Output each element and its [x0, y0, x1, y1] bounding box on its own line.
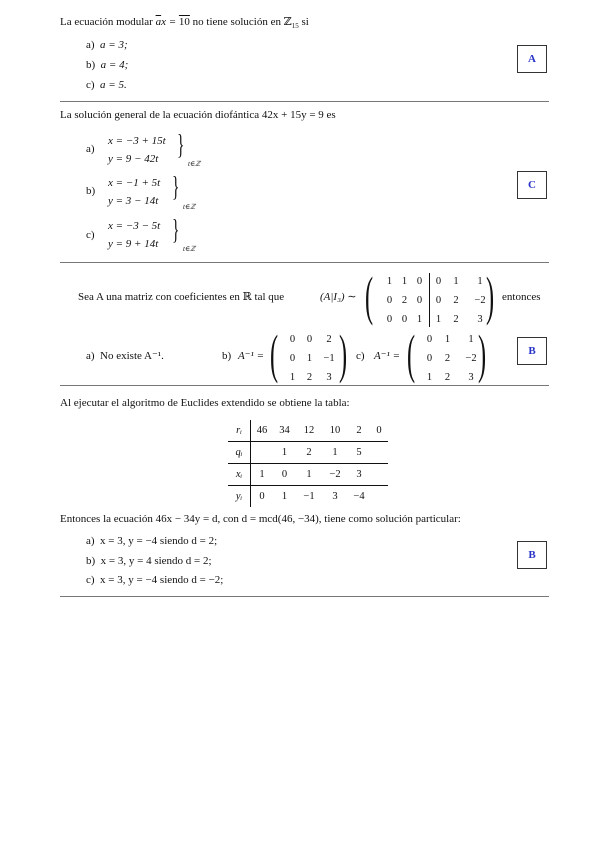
- q4-option-c: [86, 575, 223, 586]
- q3-option-c-label: c): [356, 350, 365, 362]
- right-paren-icon: ): [478, 324, 487, 384]
- q1-option-b: [86, 60, 128, 71]
- matrix-cell: 0: [401, 314, 408, 325]
- q1-option-a: [86, 40, 128, 51]
- table-cell: 0: [273, 464, 296, 486]
- q3-option-a: [86, 351, 164, 362]
- q3-aug-left-matrix: [382, 272, 427, 329]
- q3-option-b-lhs: A⁻¹ =: [238, 350, 264, 362]
- table-cell: −4: [353, 491, 365, 502]
- q1-option-a-label: a): [86, 39, 95, 51]
- q4-stem2: Entonces la ecuación 46x − 34y = d, con d = mcd(46, −34), tiene como solución particular:: [60, 513, 461, 525]
- table-cell: 1: [281, 491, 288, 502]
- right-brace-icon: }: [177, 130, 185, 161]
- q1-option-c-text: a = 5.: [100, 79, 127, 91]
- matrix-cell: 1: [426, 372, 433, 383]
- q4-option-b: [86, 556, 212, 567]
- q2-option-b-line1: x = −1 + 5t: [108, 177, 161, 189]
- table-cell: [251, 442, 274, 464]
- matrix-cell: −1: [323, 353, 335, 364]
- table-cell: 46: [251, 420, 274, 442]
- matrix-cell: 0: [386, 295, 393, 306]
- q2-stem: La solución general de la ecuación diofántica 42x + 15y = 9 es: [60, 109, 336, 121]
- matrix-cell: 2: [453, 295, 459, 306]
- matrix-cell: 0: [435, 295, 442, 306]
- q3-option-b-label: b): [222, 350, 232, 362]
- q4-option-c-label: c): [86, 574, 95, 586]
- q2-option-b-sub: t∈ℤ: [183, 203, 196, 211]
- q4-option-b-text: x = 3, y = 4 siendo d = 2;: [100, 555, 212, 567]
- q1-eq-rhs: 10: [178, 16, 190, 28]
- q3-entonces: entonces: [502, 291, 541, 303]
- q2-option-c-label: c): [86, 229, 95, 241]
- table-cell: 1: [296, 464, 322, 486]
- q4-option-a-text: x = 3, y = −4 siendo d = 2;: [100, 535, 218, 547]
- table-cell: [370, 464, 388, 486]
- q1-ring: ℤ: [283, 16, 292, 28]
- q3-answer: B: [528, 345, 536, 357]
- matrix-cell: 2: [306, 372, 313, 383]
- matrix-cell: 3: [477, 314, 483, 325]
- matrix-cell: 1: [289, 372, 296, 383]
- q3-aug-right-matrix: [431, 272, 494, 329]
- matrix-cell: 1: [435, 314, 442, 325]
- euclid-table: [228, 420, 388, 507]
- q1-tail: no tiene solución en: [189, 16, 284, 28]
- q1-answer-box[interactable]: [517, 45, 547, 73]
- q4-answer: B: [528, 549, 536, 561]
- q2-option-a-label: a): [86, 143, 95, 155]
- q4-answer-box[interactable]: [517, 541, 547, 569]
- q3-answer-box[interactable]: [517, 337, 547, 365]
- q3-stem: Sea A una matriz con coeficientes en ℝ tal que: [78, 291, 285, 303]
- right-brace-icon: }: [172, 172, 180, 203]
- matrix-cell: 1: [468, 334, 474, 345]
- right-paren-icon: ): [339, 324, 348, 384]
- table-row: [228, 464, 388, 486]
- matrix-cell: 0: [435, 276, 442, 287]
- q3-aug-label: (A|I₃) ∼: [320, 291, 357, 303]
- matrix-cell: 0: [306, 334, 313, 345]
- right-paren-icon: ): [486, 266, 495, 326]
- matrix-cell: 0: [289, 353, 296, 364]
- matrix-cell: 1: [477, 276, 483, 287]
- table-row: [228, 442, 388, 464]
- row-label: yᵢ: [228, 486, 251, 508]
- table-cell: [370, 442, 388, 464]
- matrix-cell: 0: [426, 353, 433, 364]
- q3-option-a-text: No existe A⁻¹.: [100, 350, 164, 362]
- table-cell: 2: [348, 420, 370, 442]
- row-label: xᵢ: [228, 464, 251, 486]
- row-label: rᵢ: [228, 420, 251, 442]
- q4-stem: Al ejecutar el algoritmo de Euclides extendido se obtiene la tabla:: [60, 397, 350, 409]
- q1-eq-a: $\overline{a}$: [155, 16, 162, 28]
- matrix-cell: 2: [444, 353, 451, 364]
- q1-answer: A: [528, 53, 536, 65]
- q1-option-b-label: b): [86, 59, 96, 71]
- table-cell: 0: [370, 420, 388, 442]
- matrix-cell: 0: [416, 295, 423, 306]
- divider: [60, 101, 549, 102]
- q4-option-b-label: b): [86, 555, 96, 567]
- q3-option-b-matrix: [284, 330, 340, 387]
- augment-bar: [429, 273, 430, 327]
- q2-option-a-line2: y = 9 − 42t: [108, 153, 159, 165]
- right-brace-icon: }: [172, 215, 180, 246]
- table-cell: 34: [273, 420, 296, 442]
- matrix-cell: 0: [426, 334, 433, 345]
- table-cell: 0: [259, 491, 265, 502]
- q1-option-c: [86, 80, 127, 91]
- table-cell: 10: [322, 420, 348, 442]
- table-cell: 3: [348, 464, 370, 486]
- q1-option-a-text: a = 3;: [100, 39, 128, 51]
- row-label: qᵢ: [228, 442, 251, 464]
- q1-eq-x: x =: [161, 16, 179, 28]
- matrix-cell: 1: [416, 314, 423, 325]
- matrix-cell: 0: [416, 276, 423, 287]
- q2-answer: C: [528, 179, 536, 191]
- q1-ring-sub: 15: [291, 22, 299, 31]
- q1-si: si: [298, 16, 309, 28]
- table-cell: −1: [303, 491, 315, 502]
- matrix-cell: 1: [306, 353, 313, 364]
- q3-option-a-label: a): [86, 350, 95, 362]
- table-cell: 1: [273, 442, 296, 464]
- matrix-cell: 1: [444, 334, 451, 345]
- q2-option-a-line1: x = −3 + 15t: [108, 135, 166, 147]
- matrix-cell: 1: [386, 276, 393, 287]
- q2-option-a-sub: t∈ℤ: [188, 160, 201, 168]
- matrix-cell: 2: [453, 314, 459, 325]
- q2-option-b-line2: y = 3 − 14t: [108, 195, 159, 207]
- matrix-cell: 1: [453, 276, 459, 287]
- q1-option-c-label: c): [86, 79, 95, 91]
- q2-option-c-line1: x = −3 − 5t: [108, 220, 161, 232]
- q3-option-c-lhs: A⁻¹ =: [374, 350, 400, 362]
- matrix-cell: 0: [386, 314, 393, 325]
- table-row: [228, 420, 388, 442]
- matrix-cell: −2: [474, 295, 486, 306]
- table-cell: 3: [332, 491, 338, 502]
- left-paren-icon: (: [407, 324, 416, 384]
- q4-option-c-text: x = 3, y = −4 siendo d = −2;: [100, 574, 224, 586]
- q2-option-c-line2: y = 9 + 14t: [108, 238, 159, 250]
- divider: [60, 262, 549, 263]
- table-cell: 2: [296, 442, 322, 464]
- q2-option-b-label: b): [86, 185, 96, 197]
- q4-option-a: [86, 536, 217, 547]
- table-cell: 12: [296, 420, 322, 442]
- matrix-cell: 2: [401, 295, 408, 306]
- matrix-cell: 2: [326, 334, 332, 345]
- q1-stem-text: La ecuación modular: [60, 16, 156, 28]
- q1-stem: [60, 17, 309, 30]
- q2-option-c-sub: t∈ℤ: [183, 245, 196, 253]
- matrix-cell: 2: [444, 372, 451, 383]
- matrix-cell: 0: [289, 334, 296, 345]
- table-cell: 1: [251, 464, 274, 486]
- table-row: [228, 486, 388, 508]
- q3-option-c-matrix: [421, 330, 485, 387]
- left-paren-icon: (: [365, 266, 374, 326]
- q2-answer-box[interactable]: [517, 171, 547, 199]
- matrix-cell: 3: [468, 372, 474, 383]
- matrix-cell: 3: [326, 372, 332, 383]
- q1-option-b-text: a = 4;: [100, 59, 129, 71]
- divider: [60, 385, 549, 386]
- divider: [60, 596, 549, 597]
- table-cell: [370, 486, 388, 508]
- matrix-cell: 1: [401, 276, 408, 287]
- table-cell: 5: [348, 442, 370, 464]
- table-cell: −2: [322, 464, 348, 486]
- q4-option-a-label: a): [86, 535, 95, 547]
- left-paren-icon: (: [270, 324, 279, 384]
- matrix-cell: −2: [465, 353, 477, 364]
- table-cell: 1: [322, 442, 348, 464]
